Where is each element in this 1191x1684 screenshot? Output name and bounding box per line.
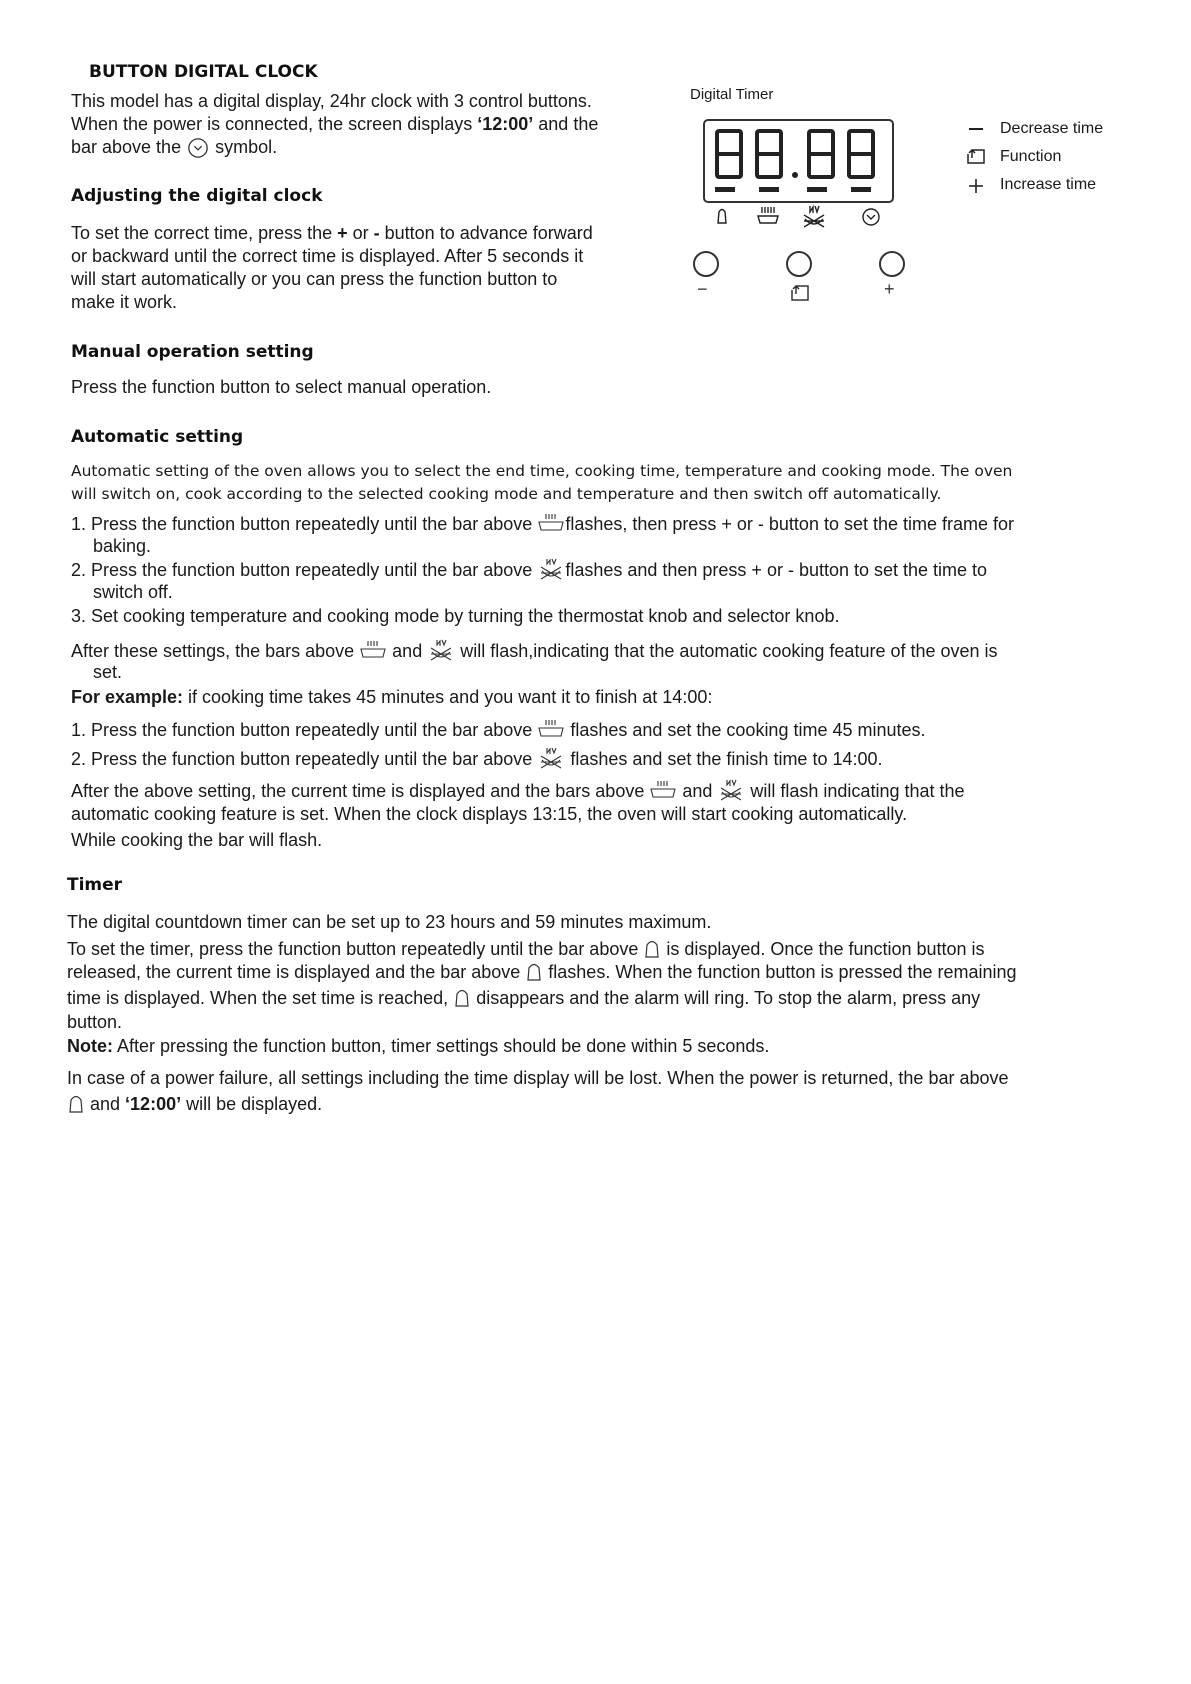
end-time-icon (537, 558, 565, 580)
example-line: For example: if cooking time takes 45 minutes and you want it to finish at 14:00: (71, 687, 713, 707)
auto-after-1: After these settings, the bars above and will flash,indicating that the automatic cooking feature of the oven is (71, 641, 998, 661)
minus-button[interactable] (693, 251, 719, 277)
intro-line-1: This model has a digital display, 24hr clock with 3 control buttons. (71, 91, 592, 111)
minus-label: − (697, 279, 708, 299)
intro-line-2: When the power is connected, the screen displays ‘12:00’ and the (71, 114, 599, 134)
final-line-3: While cooking the bar will flash. (71, 830, 323, 850)
indicator-bars (715, 187, 871, 192)
timer-heading: Timer (67, 875, 123, 895)
timer-line-1: The digital countdown timer can be set up to 23 hours and 59 minutes maximum. (67, 912, 712, 932)
plus-label: + (884, 279, 895, 299)
bell-icon (453, 987, 471, 1009)
bell-icon (643, 938, 661, 960)
function-icon (968, 150, 984, 163)
manual-text: Press the function button to select manual operation. (71, 377, 492, 397)
auto-step-1: 1. Press the function button repeatedly until the bar above flashes, then press + or - button to set the time frame for (71, 514, 1015, 534)
final-line-2: automatic cooking feature is set. When the clock displays 13:15, the oven will start cooking automatically. (71, 804, 908, 824)
timer-line-3: released, the current time is displayed and the bar above flashes. When the function button is pressed the remaining (67, 962, 1017, 982)
timer-line-5: button. (67, 1012, 123, 1032)
digit-3 (809, 131, 833, 177)
legend-decrease: Decrease time (1000, 120, 1104, 137)
legend-icons (966, 120, 986, 200)
end-time-icon (804, 206, 824, 227)
example-step-1: 1. Press the function button repeatedly until the bar above flashes and set the cooking time 45 minutes. (71, 720, 926, 740)
indicator-symbols (712, 203, 892, 229)
cooking-time-icon (758, 207, 778, 223)
clock-icon (863, 209, 879, 225)
auto-after-1-cont: set. (93, 662, 123, 682)
adjust-line-1: To set the correct time, press the + or - button to advance forward (71, 223, 593, 243)
timer-note: Note: After pressing the function button, timer settings should be done within 5 seconds. (67, 1036, 770, 1056)
panel-title: Digital Timer (690, 86, 774, 103)
cooking-time-icon (359, 639, 387, 661)
function-label-icon (790, 284, 810, 302)
function-button[interactable] (786, 251, 812, 277)
legend-increase: Increase time (1000, 176, 1097, 193)
adjust-line-3: will start automatically or you can press the function button to (71, 269, 558, 289)
final-line-1: After the above setting, the current time is displayed and the bars above and will flash indicating that the (71, 781, 965, 801)
power-failure-line-1: In case of a power failure, all settings including the time display will be lost. When the power is returned, the bar above (67, 1068, 1009, 1088)
adjust-line-4: make it work. (71, 292, 178, 312)
plus-icon (969, 179, 983, 193)
adjust-line-2: or backward until the correct time is displayed. After 5 seconds it (71, 246, 584, 266)
automatic-heading: Automatic setting (71, 427, 244, 447)
timer-line-2: To set the timer, press the function button repeatedly until the bar above is displayed. Once the function button is (67, 939, 985, 959)
auto-step-2: 2. Press the function button repeatedly until the bar above flashes and then press + or - button to set the time to (71, 560, 988, 580)
end-time-icon (717, 779, 745, 801)
digital-display (703, 119, 894, 203)
power-failure-line-2: and ‘12:00’ will be displayed. (67, 1093, 322, 1116)
intro-line-3: bar above the symbol. (71, 137, 278, 157)
timer-line-4: time is displayed. When the set time is reached, disappears and the alarm will ring. To stop the alarm, press any (67, 988, 981, 1008)
bell-icon (525, 961, 543, 983)
bell-icon (67, 1093, 85, 1115)
auto-step-3: 3. Set cooking temperature and cooking mode by turning the thermostat knob and selector knob. (71, 606, 840, 626)
plus-button[interactable] (879, 251, 905, 277)
legend-function: Function (1000, 148, 1062, 165)
auto-para-1: Automatic setting of the oven allows you to select the end time, cooking time, temperature and cooking mode. The oven (71, 462, 1013, 480)
end-time-icon (537, 747, 565, 769)
display-digits-graphic (705, 121, 892, 201)
manual-heading: Manual operation setting (71, 342, 314, 362)
auto-para-2: will switch on, cook according to the selected cooking mode and temperature and then switch off automatically. (71, 485, 942, 503)
clock-symbol-icon (186, 137, 210, 159)
display-dot (792, 172, 798, 178)
digit-2 (757, 131, 781, 177)
auto-step-2-cont: switch off. (93, 582, 173, 602)
end-time-icon (427, 639, 455, 661)
adjust-heading: Adjusting the digital clock (71, 186, 323, 206)
section-title: BUTTON DIGITAL CLOCK (89, 62, 318, 82)
example-step-2: 2. Press the function button repeatedly until the bar above flashes and set the finish time to 14:00. (71, 749, 883, 769)
auto-step-1-cont: baking. (93, 536, 152, 556)
cooking-time-icon (537, 512, 565, 534)
cooking-time-icon (537, 718, 565, 740)
digit-1 (717, 131, 741, 177)
cooking-time-icon (649, 779, 677, 801)
bell-icon (718, 210, 726, 224)
digit-4 (849, 131, 873, 177)
